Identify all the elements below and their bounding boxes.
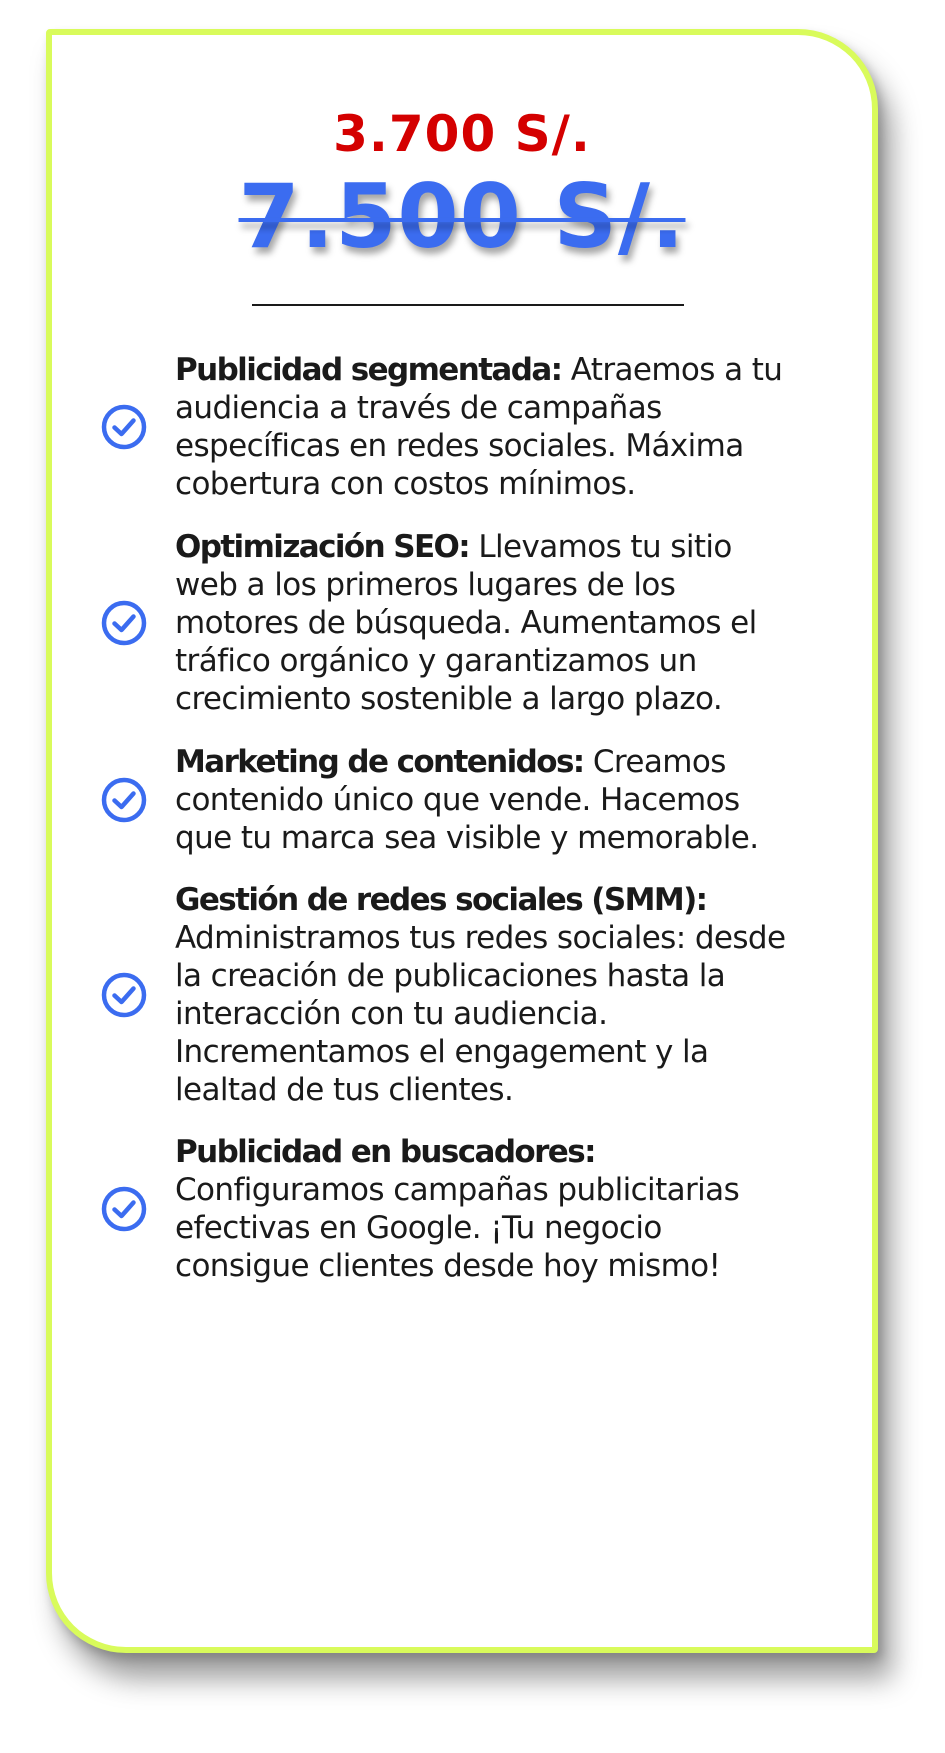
feature-text — [175, 528, 790, 718]
feature-text — [175, 1133, 790, 1285]
feature-item — [98, 738, 878, 861]
feature-text — [175, 351, 790, 503]
feature-description: Llevamos tu sitio web a los primeros lugares de los motores de búsqueda. Aumentamos el tráfico orgánico y garantizamos un crecimiento sostenible a largo plazo. — [175, 528, 757, 717]
check-circle-icon — [98, 969, 150, 1021]
feature-description: Configuramos campañas publicitarias efectivas en Google. ¡Tu negocio consigue clientes desde hoy mismo! — [175, 1172, 740, 1284]
feature-item — [98, 1129, 878, 1289]
price-divider — [252, 304, 684, 306]
feature-title: Publicidad segmentada: — [175, 352, 562, 388]
feature-item — [98, 524, 878, 721]
feature-list — [98, 347, 878, 1289]
check-circle-icon — [98, 1183, 150, 1235]
check-circle-icon — [98, 774, 150, 826]
feature-item — [98, 878, 878, 1112]
feature-description: Creamos contenido único que vende. Hacemos que tu marca sea visible y memorable. — [175, 743, 759, 856]
feature-title: Marketing de contenidos: — [175, 743, 584, 780]
check-circle-icon — [98, 597, 150, 649]
feature-title: Optimización SEO: — [175, 528, 470, 565]
current-price: 3.700 S/. — [333, 105, 591, 163]
feature-description: Atraemos a tu audiencia a través de campañas específicas en redes sociales. Máxima cobertura con costos mínimos. — [175, 352, 783, 502]
check-circle-icon — [98, 401, 150, 453]
feature-text — [175, 881, 790, 1109]
feature-title: Publicidad en buscadores: — [175, 1134, 595, 1170]
feature-title: Gestión de redes sociales (SMM): — [175, 882, 707, 918]
original-price-strikethrough: 7.500 S/. — [238, 165, 686, 268]
feature-item — [98, 347, 878, 507]
feature-description: Administramos tus redes sociales: desde la creación de publicaciones hasta la interacción con tu audiencia. Incrementamos el engagement y la lealtad de tus clientes. — [175, 920, 786, 1108]
feature-text — [175, 743, 790, 857]
pricing-card — [46, 29, 878, 1653]
